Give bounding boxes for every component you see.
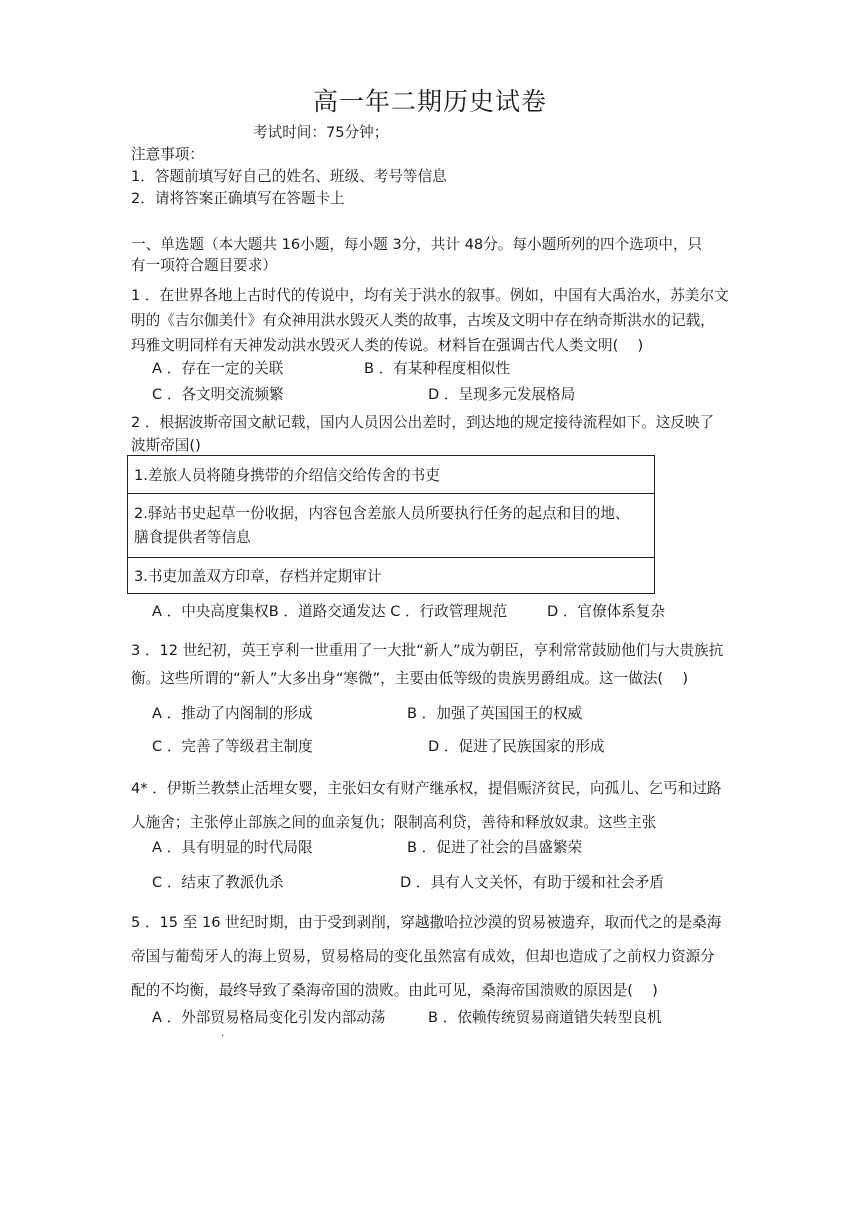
question-2 <box>131 411 751 457</box>
question-1 <box>131 283 751 358</box>
q4-option-c: C ．结束了教派仇杀 <box>152 874 284 891</box>
note-item: 1．答题前填写好自己的姓名、班级、考号等信息 <box>131 168 447 185</box>
q1-option-b: B ．有某种程度相似性 <box>364 360 510 377</box>
notes-heading: 注意事项： <box>131 146 204 163</box>
question-3 <box>131 637 751 693</box>
question-line: 配的不均衡，最终导致了桑海帝国的溃败。由此可见，桑海帝国溃败的原因是( ) <box>131 982 658 999</box>
q4-option-b: B ．促进了社会的昌盛繁荣 <box>407 839 583 856</box>
table-row <box>128 494 655 558</box>
question-4 <box>131 772 751 840</box>
q5-option-b: B ．依赖传统贸易商道错失转型良机 <box>428 1009 662 1026</box>
procedure-table <box>127 455 655 594</box>
table-row <box>128 456 655 494</box>
q3-option-d: D ．促进了民族国家的形成 <box>428 738 605 755</box>
question-line: 帝国与葡萄牙人的海上贸易，贸易格局的变化虽然富有成效，但却也造成了之前权力资源分 <box>131 948 715 965</box>
q2-options-abc: A ．中央高度集权B ．道路交通发达 C ．行政管理规范 <box>152 603 508 620</box>
question-line: 4* ．伊斯兰教禁止活埋女婴，主张妇女有财产继承权，提倡赈济贫民，向孤儿、乞丐和过路 <box>131 780 722 797</box>
question-5 <box>131 906 751 1008</box>
q4-option-d: D ．具有人文关怀，有助于缓和社会矛盾 <box>400 874 664 891</box>
page-title: 高一年二期历史试卷 <box>312 87 547 116</box>
question-line: 明的《吉尔伽美什》有众神用洪水毁灭人类的故事，古埃及文明中存在纳奇斯洪水的记载， <box>131 312 715 329</box>
section-heading: 一、单选题（本大题共 16小题，每小题 3分，共计 48分。每小题所列的四个选项中，只 <box>131 236 703 253</box>
question-line: 3 ．12 世纪初，英王亨利一世重用了一大批“新人”成为朝臣，亨利常常鼓励他们与大贵族抗 <box>131 642 724 659</box>
q1-option-c: C ．各文明交流频繁 <box>152 386 284 403</box>
question-line: 人施舍；主张停止部族之间的血亲复仇；限制高利贷，善待和释放奴隶。这些主张 <box>131 814 657 831</box>
q3-option-c: C ．完善了等级君主制度 <box>152 738 313 755</box>
exam-time: 考试时间：75分钟； <box>253 124 389 141</box>
q5-option-a: A ．外部贸易格局变化引发内部动荡 <box>152 1009 386 1026</box>
section-heading-cont: 有一项符合题目要求） <box>131 257 277 274</box>
question-line: 2 ．根据波斯帝国文献记载，国内人员因公出差时，到达地的规定接待流程如下。这反映了 <box>131 414 715 431</box>
table-cell <box>128 494 655 558</box>
question-line: 玛雅文明同样有天神发动洪水毁灭人类的传说。材料旨在强调古代人类文明( ) <box>131 337 644 354</box>
q3-option-a: A ．推动了内阁制的形成 <box>152 705 313 722</box>
q1-option-d: D ．呈现多元发展格局 <box>428 386 576 403</box>
table-cell: 3.书吏加盖双方印章，存档并定期审计 <box>128 558 655 594</box>
table-cell: 1.差旅人员将随身携带的介绍信交给传舍的书吏 <box>128 456 655 494</box>
cell-line: 膳食提供者等信息 <box>134 528 251 546</box>
q3-option-b: B ．加强了英国国王的权威 <box>407 705 583 722</box>
table-row <box>128 558 655 594</box>
cell-line: 2.驿站书史起草一份收据，内容包含差旅人员所要执行任务的起点和目的地、 <box>134 504 630 522</box>
q4-option-a: A ．具有明显的时代局限 <box>152 839 313 856</box>
question-line: 波斯帝国() <box>131 437 201 454</box>
q2-option-d: D ．官僚体系复杂 <box>547 603 666 620</box>
question-line: 衡。这些所谓的“新人”大多出身“寒微”，主要由低等级的贵族男爵组成。这一做法( ) <box>131 670 689 687</box>
note-item: 2．请将答案正确填写在答题卡上 <box>131 190 345 207</box>
question-line: 5 ．15 至 16 世纪时期，由于受到剥削，穿越撒哈拉沙漠的贸易被遗弃，取而代之的是桑海 <box>131 914 722 931</box>
footer-dot: . <box>221 1028 225 1039</box>
question-line: 1 ．在世界各地上古时代的传说中，均有关于洪水的叙事。例如，中国有大禹治水，苏美尔文 <box>131 287 729 304</box>
q1-option-a: A ．存在一定的关联 <box>152 360 284 377</box>
